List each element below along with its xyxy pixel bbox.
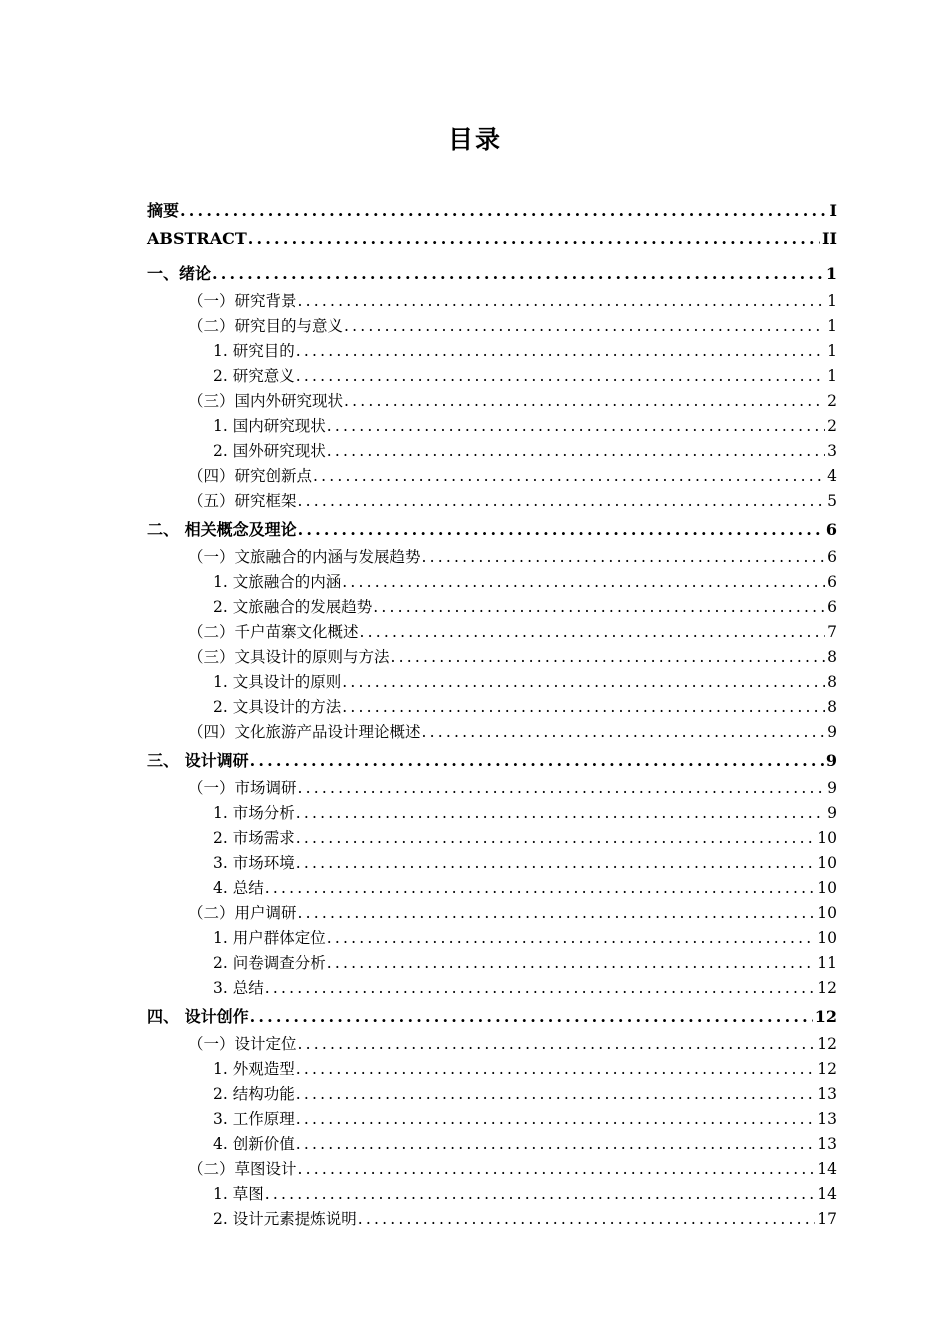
toc-entry-label: ABSTRACT — [147, 229, 247, 248]
toc-entry[interactable] — [188, 289, 837, 311]
toc-entry-page-number: 10 — [817, 904, 837, 922]
toc-dot-leader — [250, 751, 824, 770]
toc-entry-page-number: 7 — [827, 623, 837, 641]
toc-entry-label: 1. 市场分析 — [213, 804, 295, 822]
toc-entry-page-number: 1 — [827, 342, 837, 360]
toc-entry[interactable] — [188, 620, 837, 642]
toc-dot-leader — [422, 548, 826, 566]
toc-entry-label: （四）文化旅游产品设计理论概述 — [188, 723, 421, 741]
toc-dot-leader — [327, 954, 816, 972]
toc-dot-leader — [391, 648, 826, 666]
toc-dot-leader — [360, 623, 826, 641]
toc-entry-page-number: 2 — [827, 417, 837, 435]
toc-entry-label: 三、 设计调研 — [147, 751, 249, 770]
page-title: 目录 — [447, 125, 502, 154]
toc-entry-label: 3. 总结 — [213, 979, 264, 997]
toc-entry[interactable] — [188, 645, 837, 667]
toc-dot-leader — [327, 442, 825, 460]
toc-dot-leader — [265, 979, 816, 997]
toc-entry-label: 2. 市场需求 — [213, 829, 295, 847]
toc-dot-leader — [298, 779, 826, 797]
toc-dot-leader — [212, 264, 824, 283]
toc-entry[interactable] — [147, 517, 837, 540]
toc-entry-page-number: 1 — [827, 317, 837, 335]
toc-entry[interactable] — [188, 1157, 837, 1179]
toc-entry[interactable] — [147, 1004, 837, 1027]
toc-dot-leader — [296, 1110, 816, 1128]
toc-entry-page-number: 11 — [817, 954, 837, 972]
toc-entry-page-number: 9 — [825, 751, 837, 770]
toc-entry-page-number: 10 — [817, 829, 837, 847]
toc-entry[interactable] — [213, 1082, 837, 1104]
toc-dot-leader — [344, 317, 825, 335]
toc-entry[interactable] — [188, 545, 837, 567]
toc-entry-label: 1. 外观造型 — [213, 1060, 295, 1078]
toc-entry-label: 2. 问卷调查分析 — [213, 954, 326, 972]
toc-entry-label: 1. 文具设计的原则 — [213, 673, 342, 691]
toc-entry-label: 1. 文旅融合的内涵 — [213, 573, 342, 591]
toc-dot-leader — [298, 492, 826, 510]
toc-entry-page-number: 13 — [817, 1085, 837, 1103]
toc-entry-page-number: 4 — [827, 467, 837, 485]
toc-entry[interactable] — [213, 364, 837, 386]
toc-entry-page-number: 10 — [817, 879, 837, 897]
toc-entry-label: 4. 总结 — [213, 879, 264, 897]
toc-entry[interactable] — [213, 1107, 837, 1129]
toc-entry-page-number: 6 — [825, 520, 837, 539]
toc-entry[interactable] — [213, 976, 837, 998]
toc-entry-label: （五）研究框架 — [188, 492, 297, 510]
toc-entry[interactable] — [213, 414, 837, 436]
toc-dot-leader — [296, 1060, 816, 1078]
toc-entry-page-number: 6 — [827, 598, 837, 616]
toc-entry-label: 摘要 — [147, 201, 180, 220]
toc-entry[interactable] — [213, 1207, 837, 1229]
toc-entry-label: 1. 用户群体定位 — [213, 929, 326, 947]
toc-entry-label: （一）研究背景 — [188, 292, 297, 310]
toc-dot-leader — [298, 1160, 816, 1178]
toc-entry-page-number: 10 — [817, 929, 837, 947]
toc-entry-page-number: 12 — [817, 979, 837, 997]
toc-entry-page-number: 10 — [817, 854, 837, 872]
toc-dot-leader — [296, 804, 825, 822]
toc-entry[interactable] — [213, 826, 837, 848]
toc-dot-leader — [296, 1085, 816, 1103]
toc-dot-leader — [298, 292, 826, 310]
toc-dot-leader — [298, 904, 816, 922]
toc-entry[interactable] — [188, 776, 837, 798]
toc-entry-label: 2. 国外研究现状 — [213, 442, 326, 460]
toc-entry-label: 四、 设计创作 — [147, 1007, 249, 1026]
toc-dot-leader — [358, 1210, 816, 1228]
toc-dot-leader — [248, 229, 820, 248]
toc-entry-page-number: 12 — [814, 1007, 837, 1026]
toc-entry-label: 1. 草图 — [213, 1185, 264, 1203]
toc-entry-label: 二、 相关概念及理论 — [147, 520, 297, 539]
toc-entry-page-number: 1 — [827, 367, 837, 385]
toc-entry-page-number: 9 — [827, 804, 837, 822]
toc-entry-page-number: 13 — [817, 1110, 837, 1128]
toc-entry-label: 4. 创新价值 — [213, 1135, 295, 1153]
toc-entry-label: 2. 文旅融合的发展趋势 — [213, 598, 373, 616]
toc-dot-leader — [373, 598, 825, 616]
toc-dot-leader — [265, 879, 816, 897]
toc-entry[interactable] — [213, 1182, 837, 1204]
toc-dot-leader — [342, 573, 825, 591]
toc-entry-page-number: 14 — [817, 1160, 837, 1178]
toc-entry[interactable] — [213, 926, 837, 948]
toc-entry[interactable] — [147, 261, 837, 284]
toc-dot-leader — [265, 1185, 816, 1203]
toc-dot-leader — [298, 1035, 816, 1053]
toc-entry-label: （二）用户调研 — [188, 904, 297, 922]
toc-entry-page-number: 6 — [827, 548, 837, 566]
toc-entry-label: 2. 研究意义 — [213, 367, 295, 385]
toc-entry-page-number: 1 — [825, 264, 837, 283]
toc-dot-leader — [422, 723, 826, 741]
toc-entry[interactable] — [213, 801, 837, 823]
toc-dot-leader — [296, 1135, 816, 1153]
toc-dot-leader — [296, 854, 816, 872]
toc-entry[interactable] — [188, 314, 837, 336]
toc-entry[interactable] — [147, 229, 837, 248]
toc-entry-label: 2. 结构功能 — [213, 1085, 295, 1103]
toc-entry-page-number: 9 — [827, 723, 837, 741]
toc-entry[interactable] — [213, 670, 837, 692]
toc-dot-leader — [342, 673, 825, 691]
toc-entry[interactable] — [188, 720, 837, 742]
toc-entry-page-number: 2 — [827, 392, 837, 410]
toc-entry-page-number: 9 — [827, 779, 837, 797]
toc-entry[interactable] — [213, 339, 837, 361]
toc-entry[interactable] — [188, 464, 837, 486]
toc-entry-page-number: 12 — [817, 1035, 837, 1053]
toc-entry[interactable] — [188, 901, 837, 923]
toc-dot-leader — [296, 342, 825, 360]
toc-entry-label: （四）研究创新点 — [188, 467, 313, 485]
toc-dot-leader — [296, 367, 825, 385]
toc-entry-label: （二）草图设计 — [188, 1160, 297, 1178]
toc-entry[interactable] — [213, 439, 837, 461]
toc-entry-label: （三）国内外研究现状 — [188, 392, 344, 410]
toc-entry[interactable] — [147, 748, 837, 771]
toc-entry[interactable] — [213, 695, 837, 717]
toc-entry-page-number: 17 — [817, 1210, 837, 1228]
toc-entry[interactable] — [213, 1057, 837, 1079]
toc-entry-page-number: 13 — [817, 1135, 837, 1153]
toc-entry-label: 3. 工作原理 — [213, 1110, 295, 1128]
toc-entry[interactable] — [213, 876, 837, 898]
toc-entry[interactable] — [213, 951, 837, 973]
toc-entry-page-number: 8 — [827, 673, 837, 691]
toc-entry[interactable] — [188, 489, 837, 511]
toc-dot-leader — [327, 929, 816, 947]
toc-dot-leader — [180, 201, 828, 220]
toc-entry-page-number: I — [829, 201, 837, 220]
toc-entry-label: 1. 国内研究现状 — [213, 417, 326, 435]
toc-entry[interactable] — [213, 1132, 837, 1154]
toc-entry-page-number: 5 — [827, 492, 837, 510]
toc-entry-label: （二）研究目的与意义 — [188, 317, 344, 335]
toc-dot-leader — [313, 467, 825, 485]
toc-entry-page-number: 6 — [827, 573, 837, 591]
toc-entry-label: 2. 文具设计的方法 — [213, 698, 342, 716]
toc-entry[interactable] — [213, 851, 837, 873]
toc-entry-page-number: 8 — [827, 698, 837, 716]
toc-entry[interactable] — [213, 570, 837, 592]
toc-entry[interactable] — [188, 1032, 837, 1054]
toc-dot-leader — [250, 1007, 813, 1026]
toc-entry-page-number: 3 — [827, 442, 837, 460]
toc-entry[interactable] — [213, 595, 837, 617]
toc-entry-page-number: 8 — [827, 648, 837, 666]
toc-dot-leader — [327, 417, 825, 435]
toc-dot-leader — [296, 829, 816, 847]
toc-dot-leader — [344, 392, 825, 410]
toc-entry-page-number: 1 — [827, 292, 837, 310]
toc-entry-label: 2. 设计元素提炼说明 — [213, 1210, 357, 1228]
toc-dot-leader — [298, 520, 824, 539]
toc-entry-label: 3. 市场环境 — [213, 854, 295, 872]
toc-entry[interactable] — [147, 198, 837, 221]
toc-entry[interactable] — [188, 389, 837, 411]
toc-dot-leader — [342, 698, 825, 716]
toc-entry-label: 1. 研究目的 — [213, 342, 295, 360]
toc-entry-label: （一）市场调研 — [188, 779, 297, 797]
toc-entry-page-number: 14 — [817, 1185, 837, 1203]
toc-entry-label: （三）文具设计的原则与方法 — [188, 648, 390, 666]
toc-entry-page-number: II — [822, 229, 837, 248]
toc-entry-label: （一）文旅融合的内涵与发展趋势 — [188, 548, 421, 566]
toc-entry-label: （一）设计定位 — [188, 1035, 297, 1053]
toc-entry-page-number: 12 — [817, 1060, 837, 1078]
toc-entry-label: （二）千户苗寨文化概述 — [188, 623, 359, 641]
toc-entry-label: 一、绪论 — [147, 264, 212, 283]
